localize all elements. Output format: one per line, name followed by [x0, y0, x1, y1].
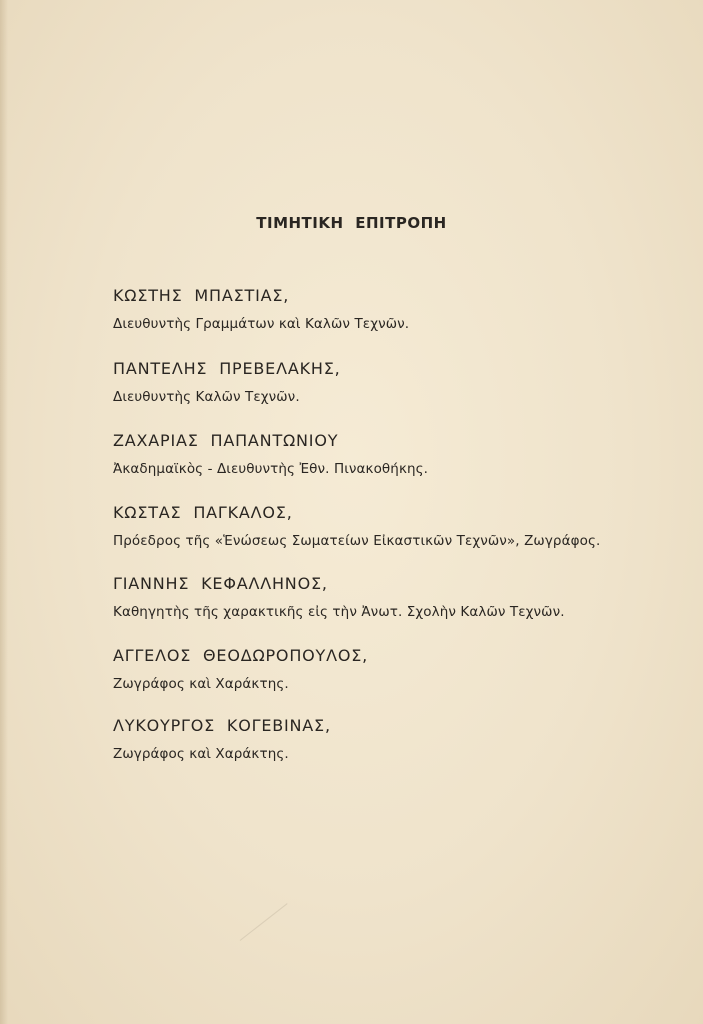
member-name: ΖΑΧΑΡΙΑΣ ΠΑΠΑΝΤΩΝΙΟΥ — [113, 431, 339, 450]
committee-member — [113, 359, 683, 406]
member-role: Διευθυντὴς Καλῶν Τεχνῶν. — [113, 389, 300, 405]
member-name: ΑΓΓΕΛΟΣ ΘΕΟΔΩΡΟΠΟΥΛΟΣ, — [113, 646, 369, 665]
committee-member — [113, 646, 683, 693]
member-name: ΠΑΝΤΕΛΗΣ ΠΡΕΒΕΛΑΚΗΣ, — [113, 359, 341, 378]
committee-member — [113, 431, 683, 478]
member-role: Διευθυντὴς Γραμμάτων καὶ Καλῶν Τεχνῶν. — [113, 316, 410, 332]
committee-member — [113, 503, 683, 550]
member-role: Ζωγράφος καὶ Χαράκτης. — [113, 746, 289, 762]
page-title: ΤΙΜΗΤΙΚΗ ΕΠΙΤΡΟΠΗ — [256, 214, 447, 232]
member-name: ΛΥΚΟΥΡΓΟΣ ΚΟΓΕΒΙΝΑΣ, — [113, 716, 331, 735]
member-role: Ζωγράφος καὶ Χαράκτης. — [113, 676, 289, 692]
member-role: Ἀκαδημαϊκὸς - Διευθυντὴς Ἐθν. Πινακοθήκης. — [113, 461, 429, 477]
member-name: ΚΩΣΤΑΣ ΠΑΓΚΑΛΟΣ, — [113, 503, 293, 522]
member-role: Καθηγητὴς τῆς χαρακτικῆς εἰς τὴν Ἀνωτ. Σχολὴν Καλῶν Τεχνῶν. — [113, 604, 565, 620]
member-name: ΚΩΣΤΗΣ ΜΠΑΣΤΙΑΣ, — [113, 286, 290, 305]
member-name: ΓΙΑΝΝΗΣ ΚΕΦΑΛΛΗΝΟΣ, — [113, 574, 328, 593]
committee-member — [113, 286, 683, 333]
member-role: Πρόεδρος τῆς «Ἑνώσεως Σωματείων Εἰκαστικῶν Τεχνῶν», Ζωγράφος. — [113, 533, 601, 549]
paper-crease — [240, 903, 288, 941]
committee-member — [113, 574, 683, 621]
committee-member — [113, 716, 683, 763]
page-edge-shadow — [0, 0, 8, 1024]
